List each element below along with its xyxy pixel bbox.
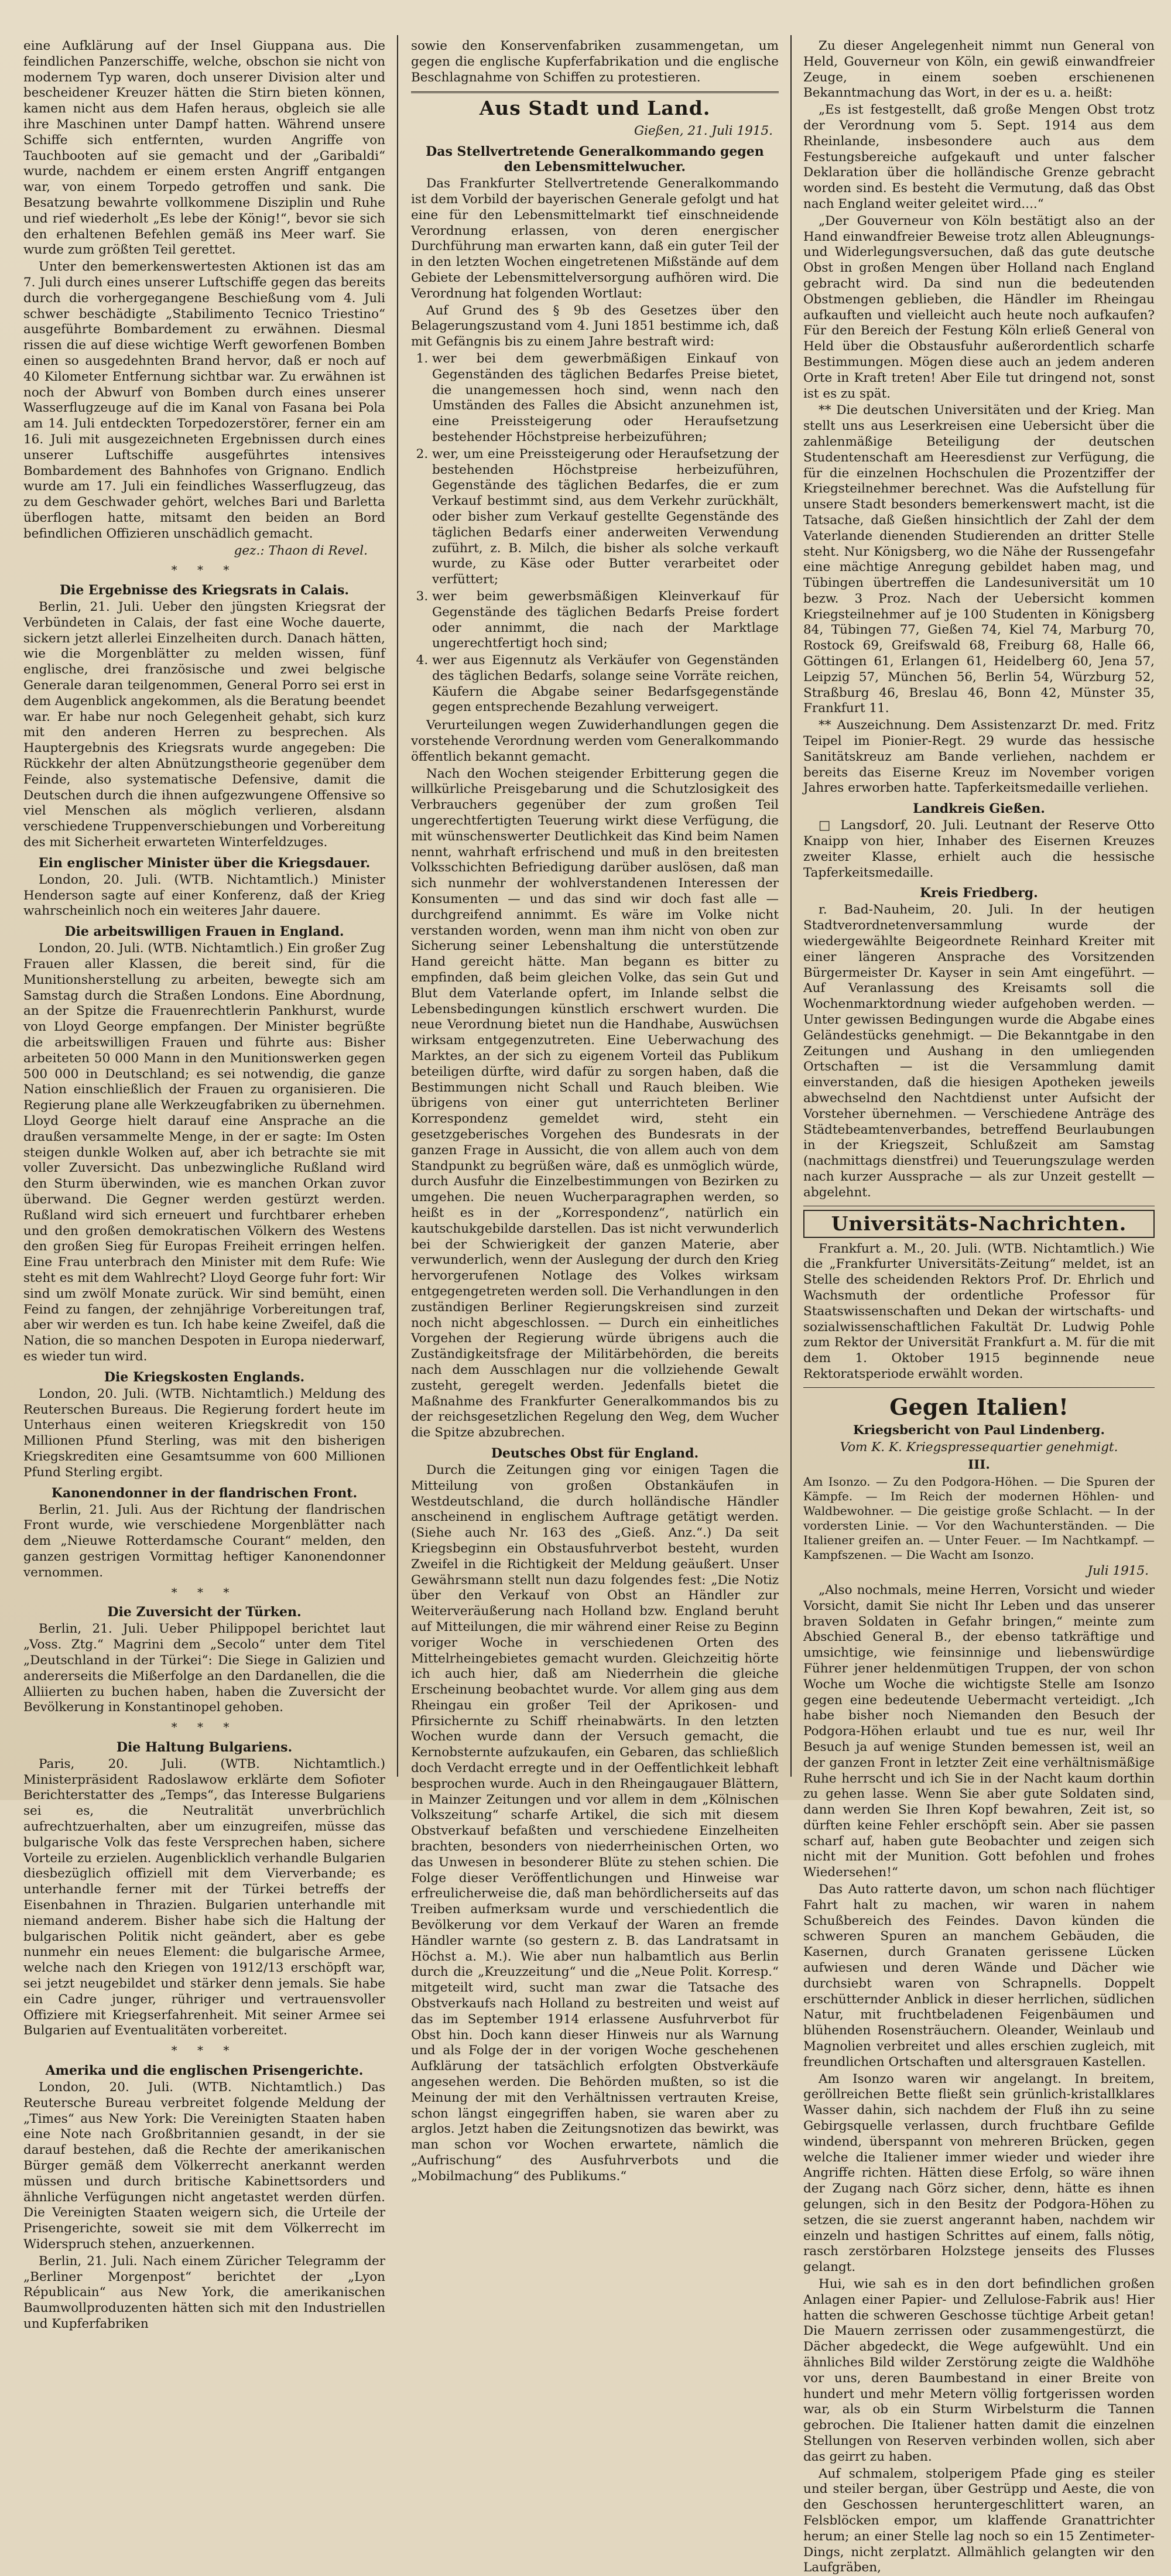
column-right <box>803 39 1155 2575</box>
article-paragraph: □ Langsdorf, 20. Juli. Leutnant der Reserve Otto Knaipp von hier, Inhaber des Eisernen Kreuzes zweiter Klasse, erhielt auch die hessische Tapferkeitsmedaille. <box>803 818 1155 880</box>
column-rule <box>790 35 792 1777</box>
article-paragraph: London, 20. Juli. (WTB. Nichtamtlich.) Das Reutersche Bureau verbreitet folgende Meldung der „Times“ aus New York: Die Vereinigten Staaten haben eine Note nach Großbritannien gesandt, in der sie darauf bestehen, daß die Rechte der amerikanischen Bürger gemäß dem Völkerrecht anerkannt werden müssen und durch britische Kabinettsorders und ähnliche Verfügungen nicht angetastet werden dürfen. Die Vereinigten Staaten weigern sich, die Urteile der Prisengerichte, soweit sie mit dem Völkerrecht im Widerspruch stehen, anzuerkennen. <box>23 2080 385 2252</box>
headline-tuerken: Die Zuversicht der Türken. <box>107 1605 302 1620</box>
article-paragraph: ** Auszeichnung. Dem Assistenzarzt Dr. med. Fritz Teipel im Pionier-Regt. 29 wurde das hessische Sanitätskreuz am Bande verliehen, nachdem er bereits das Eiserne Kreuz im November vorigen Jahres erworben hatte. Tapferkeitsmedaille verliehen. <box>803 718 1155 796</box>
article-paragraph: Das Frankfurter Stellvertretende Generalkommando ist dem Vorbild der bayerischen Generale gefolgt und hat eine für den Lebensmittelmarkt tief einschneidende Verordnung erlassen, von deren energischer Durchführung man erwarten kann, daß ein guter Teil der in den letzten Wochen eingetretenen Mißstände auf dem Gebiete der Lebensmittelversorgung aufhören wird. Die Verordnung hat folgenden Wortlaut: <box>411 176 779 301</box>
section-title-universitaet: Universitäts-Nachrichten. <box>803 1210 1155 1238</box>
article-paragraph: „Also nochmals, meine Herren, Vorsicht und wieder Vorsicht, damit Sie nicht Ihr Leben und das unserer braven Soldaten in Gefahr bringen,“ meinte zum Abschied General B., der ebenso tatkräftige und umsichtige, wie feinsinnige und liebenswürdige Führer jener heldenmütigen Truppen, der von schon Woche um Woche die wichtigste Stelle am Isonzo gegen eine bedeutende Uebermacht verteidigt. „Ich habe bisher noch Niemanden den Besuch der Podgora-Höhen erlaubt und tue es nur, weil Ihr Besuch ja auf wenige Stunden bemessen ist, weil an der ganzen Front in letzter Zeit eine verhältnismäßige Ruhe herrscht und ich Sie in der Nacht kaum dorthin zu gehen lasse. Wenn Sie aber gute Soldaten sind, dann werden Sie Ihren Kopf bewahren, Zeit ist, so dürften keine Fehler erschöpft sein. Aber sie passen scharf auf, haben gute Beobachter und zeigen sich nicht mit der Munition. Gott befohlen und frohes Wiedersehen!“ <box>803 1582 1155 1880</box>
article-paragraph: Nach den Wochen steigender Erbitterung gegen die willkürliche Preisgebarung und die Schutzlosigkeit des Verbrauchers gegenüber der zum großen Teil ungerechtfertigten Teuerung wirkt diese Verfügung, die mit wünschenswerter Deutlichkeit das Kind beim Namen nennt, wahrhaft erfrischend und muß in den breitesten Volksschichten Befriedigung darüber auslösen, daß man sich nunmehr der wohlverstandenen Interessen der Konsumenten — und das sind wir doch fast alle — durchgreifend annimmt. Es wäre im Volke nicht verstanden worden, wenn man ihm nicht von oben zur Sicherung seiner Lebenshaltung die unterstützende Hand gereicht hätte. Man begann es bitter zu empfinden, daß beim gleichen Volke, das sein Gut und Blut dem Vaterlande opfert, im Inlande selbst die Lebensbedingungen künstlich erschwert wurden. Die neue Verordnung bietet nun die Handhabe, Auswüchsen wirksam entgegenzutreten. Eine Ueberwachung des Marktes, an der sich zu eigenem Vorteil das Publikum beteiligen dürfte, wird dafür zu sorgen haben, daß die Bestimmungen nicht Schall und Rauch bleiben. Wie übrigens von einer gut unterrichteten Berliner Korrespondenz gemeldet wird, steht ein gesetzgeberisches Vorgehen des Bundesrats in der ganzen Frage in Aussicht, die von allem auch von dem Standpunkt zu begrüßen wäre, daß es unmöglich würde, durch Ausfuhr die Einzelbestimmungen von Bezirken zu umgehen. Die neuen Wucherparagraphen werden, so heißt es in der „Korrespondenz“, natürlich ein kautschukgebilde darstellen. Das ist nicht verwunderlich bei der Schwierigkeit der ganzen Materie, aber verwunderlich, wenn der Auslegung der durch den Krieg hervorgerufenen Notlage des Volkes wirksam entgegengetreten werden soll. Die Verhandlungen in den zuständigen Berliner Regierungskreisen sind zurzeit noch nicht abgeschlossen. — Durch ein einheitliches Vorgehen der Regierung würde übrigens auch die Zuständigkeitsfrage der Militärbehörden, die bereits nach dem Ausschlagen nur die vollziehende Gewalt zusteht, geregelt werden. Jedenfalls bietet die Maßnahme des Frankfurter Generalkommandos bis zu der reichsgesetzlichen Regelung den Weg, dem Wucher die Spitze abzubrechen. <box>411 766 779 1441</box>
ordinance-list <box>411 351 779 716</box>
separator-stars: * * * <box>171 2043 238 2058</box>
column-rule <box>397 35 398 1777</box>
article-paragraph: London, 20. Juli. (WTB. Nichtamtlich.) Meldung des Reuterschen Bureaus. Die Regierung fordert heute im Unterhaus einen weiteren Kriegskredit von 150 Millionen Pfund Sterling, was mit den bisherigen Kriegskrediten eine Gesamtsumme von 600 Millionen Pfund Sterling ergibt. <box>23 1386 385 1480</box>
title-gegen-italien: Gegen Italien! <box>889 1393 1069 1420</box>
signature-line: gez.: Thaon di Revel. <box>234 543 368 558</box>
separator-stars: * * * <box>171 1585 238 1599</box>
article-paragraph: sowie den Konservenfabriken zusammengetan, um gegen die englische Kupferfabrikation und die englische Beschlagnahme von Schiffen zu protestieren. <box>411 39 779 85</box>
article-paragraph: Am Isonzo waren wir angelangt. In breitem, geröllreichen Bette fließt sein grünlich-kristallklares Wasser dahin, sich nachdem der Fluß ihn zu seine Gebirgsquelle verlassen, durch fruchtbare Gefilde windend, überspannt von mehreren Brücken, gegen welche die Italiener immer wieder und wieder ihre Angriffe richten. Hätten diese Erfolg, so wäre ihnen der Zugang nach Görz sicher, denn, hätte es ihnen gelungen, sich in den Besitz der Podgora-Höhen zu setzen, die sie zuerst angerannt haben, nachdem wir einzeln und hastigen Schrittes auf einem, falls nötig, rasch zerstörbaren Holzstege jenseits des Flusses gelangt. <box>803 2071 1155 2275</box>
article-paragraph: „Es ist festgestellt, daß große Mengen Obst trotz der Verordnung vom 5. Sept. 1914 aus dem Rheinlande, insbesondere auch aus dem Festungsbereiche aufgekauft und unter falscher Deklaration über die holländische Grenze gebracht worden sind. Es besteht die Vermutung, daß das Obst nach England weiter geleitet wird....“ <box>803 102 1155 211</box>
headline-kanonendonner: Kanonendonner in der flandrischen Front. <box>51 1485 358 1501</box>
article-paragraph: Das Auto ratterte davon, um schon nach flüchtiger Fahrt halt zu machen, wir waren in nahem Schußbereich des Feindes. Davon künden die schweren Spuren an manchem Gebäuden, die Kasernen, durch Granaten gerissene Lücken aufwiesen und deren Wände und Dächer wie durchsiebt waren von Schrapnells. Doppelt erschütternder Anblick in dieser herrlichen, südlichen Natur, mit fruchtbeladenen Feigenbäumen und blühenden Rosensträuchern. Oleander, Weinlaub und Magnolien verbreitet und alles erschien zugleich, mit freundlichen Ortschaften und altersgrauen Kastellen. <box>803 1882 1155 2069</box>
headline-landkreis-giessen: Landkreis Gießen. <box>913 801 1045 817</box>
column-middle <box>411 39 779 2184</box>
roman-numeral: III. <box>968 1458 990 1473</box>
article-paragraph: Berlin, 21. Juli. Ueber den jüngsten Kriegsrat der Verbündeten in Calais, der fast eine Woche dauerte, sickern jetzt allerlei Einzelheiten durch. Danach hätten, wie die Morgenblätter zu melden wissen, fünf englische, drei französische und zwei belgische Generale daran teilgenommen, General Porro sei erst in dem Augenblick angekommen, als die Beratung beendet war. Er habe nur noch Gelegenheit gehabt, sich kurz mit den anderen Herren zu besprechen. Als Hauptergebnis des Kriegsrats wurde angegeben: Die Rückkehr der alten Abnützungstheorie gegenüber dem Feinde, also systematische Defensive, damit die Deutschen durch die ihnen aufgezwungene Offensive so viel Menschen als möglich verlieren, alsdann verschiedene Truppenverschiebungen und Vorbereitung des mit Sicherheit erwarteten Winterfeldzuges. <box>23 600 385 850</box>
article-paragraph: London, 20. Juli. (WTB. Nichtamtlich.) Minister Henderson sagte auf einer Konferenz, daß der Krieg wahrscheinlich noch ein weiteres Jahr dauere. <box>23 872 385 919</box>
list-item: 1. wer bei dem gewerbmäßigen Einkauf von Gegenständen des täglichen Bedarfes Preise bietet, die unangemessen hoch sind, wenn nach den Umständen des Falles die Absicht anzunehmen ist, eine Preissteigerung oder Heraufsetzung bestehender Höchstpreise herbeizuführen; <box>432 351 779 446</box>
headline-kriegskosten: Die Kriegskosten Englands. <box>104 1369 305 1385</box>
article-paragraph: Berlin, 21. Juli. Aus der Richtung der flandrischen Front wurde, wie verschiedene Morgenblätter nach dem „Nieuwe Rotterdamsche Courant“ melden, den ganzen gestrigen Vormittag heftiger Kanonendonner vernommen. <box>23 1502 385 1580</box>
article-paragraph: Zu dieser Angelegenheit nimmt nun General von Held, Gouverneur von Köln, ein gewiß einwandfreier Zeuge, in einem soeben erschienenen Bekanntmachung das Wort, in der es u. a. heißt: <box>803 39 1155 101</box>
list-item: 3. wer beim gewerbsmäßigen Kleinverkauf für Gegenstände des täglichen Bedarfs Preise fordert oder annimmt, die nach der Marktlage ungerechtfertigt hoch sind; <box>432 589 779 652</box>
article-paragraph: Frankfurt a. M., 20. Juli. (WTB. Nichtamtlich.) Wie die „Frankfurter Universitäts-Zeitung“ meldet, ist an Stelle des scheidenden Rektors Prof. Dr. Ehrlich und Wachsmuth der ordentliche Professor für Staatswissenschaften und Dekan der wirtschafts- und sozialwissenschaftlichen Fakultät Dr. Ludwig Pohle zum Rektor der Universität Frankfurt a. M. für die mit dem 1. Oktober 1915 beginnende neue Rektoratsperiode erwählt worden. <box>803 1241 1155 1381</box>
headline-amerika: Amerika und die englischen Prisengerichte. <box>45 2063 364 2079</box>
article-paragraph: Durch die Zeitungen ging vor einigen Tagen die Mitteilung von großen Obstankäufen in Westdeutschland, die durch holländische Händler anscheinend in englischem Auftrage getätigt werden. (Siehe auch Nr. 163 des „Gieß. Anz.“.) Da seit Kriegsbeginn ein Obstausfuhrverbot besteht, wurden Zweifel in die Richtigkeit der Meldung geäußert. Unser Gewährsmann stellt nun dazu folgendes fest: „Die Notiz über den Verkauf von Obst an Händler zur Weiterveräußerung nach Holland bzw. England beruht auf Mitteilungen, die mir während einer Reise zu Beginn voriger Woche in verschiedenen Orten des Mittelrheingebietes gemacht wurden. Gleichzeitig hörte ich auch hier, daß am Niederrhein die gleiche Erscheinung beobachtet wurde. Vor allem ging aus dem Rheingau ein großer Teil der Aprikosen- und Pfirsichernte zu Schiff rheinabwärts. In den letzten Wochen wurde dann der Versuch gemacht, die Kernobsternte aufzukaufen, ein Gebaren, das schließlich doch Verdacht erregte und in der Oeffentlichkeit lebhaft besprochen wurde. Auch in den Rheingaugauer Blättern, in Mainzer Zeitungen und vor allem in dem „Kölnischen Volkszeitung“ scharfe Artikel, die sich mit diesem Obstverkauf befaßten und verschiedene Einzelheiten brachten, besonders von niederrheinischen Orten, wo das Unwesen in besonderer Blüte zu stehen schien. Die Folge dieser Veröffentlichungen und Hinweise war erfreulicherweise die, daß man behördlicherseits auf das Treiben aufmerksam wurde und verschiedentlich die Bevölkerung vor dem Verkauf der Waren an fremde Händler warnte (so gestern z. B. das Landratsamt in Höchst a. M.). Wie aber nun halbamtlich aus Berlin durch die „Kreuzzeitung“ und die „Neue Polit. Korresp.“ mitgeteilt wird, sucht man zwar die Tatsache des Obstverkaufs nach Holland zu bestreiten und weist auf das im September 1914 erlassene Ausfuhrverbot für Obst hin. Doch kann dieser Hinweis nur als Warnung und als Folge der in der vorigen Woche geschehenen Aufklärung der tatsächlich erfolgten Obstverkäufe angesehen werden. Die Behörden mußten, so ist die Meinung der mit den Verhältnissen vertrauten Kreise, schon längst eingegriffen haben, sie waren aber zu arglos. Jetzt haben die Zeitungsnotizen das bewirkt, was man schon vor Wochen erwartete, nämlich die „Aufrischung“ des Ausfuhrverbots und die „Mobilmachung“ des Publikums.“ <box>411 1462 779 2184</box>
article-paragraph: Auf Grund des § 9b des Gesetzes über den Belagerungszustand vom 4. Juni 1851 bestimme ich, daß mit Gefängnis bis zu einem Jahre bestraft wird: <box>411 303 779 350</box>
separator-stars: * * * <box>171 563 238 577</box>
subtitle-kriegspressequartier: Vom K. K. Kriegspressequartier genehmigt. <box>840 1439 1118 1455</box>
list-item: 2. wer, um eine Preissteigerung oder Heraufsetzung der bestehenden Höchstpreise herbeizuführen, Gegenstände des täglichen Bedarfes, die er zum Verkauf bestimmt sind, aus dem Verkehr zurückhält, oder bisher zum Verkauf gestellte Gegenstände des täglichen Bedarfs einer anderweiten Verwendung zuführt, z. B. Milch, die bisher als solche verkauft wurde, zu Käse oder Butter verarbeitet oder verfüttert; <box>432 447 779 588</box>
article-paragraph: „Der Gouverneur von Köln bestätigt also an der Hand einwandfreier Beweise trotz allen Ableugnungs- und Widerlegungsversuchen, daß das gute deutsche Obst in großen Mengen über Holland nach England gebracht wird. Da sind nun die bedeutenden Obstmengen geblieben, die Händler im Rheingau aufkauften und vielleicht auch heute noch aufkaufen? Für den Bereich der Festung Köln erließ General von Held über die Obstausfuhr außerordentlich scharfe Bestimmungen. Mögen diese auch an jedem anderen Orte in Kraft treten! Aber Eile tut dringend not, sonst ist es zu spät. <box>803 213 1155 401</box>
section-divider <box>803 1387 1155 1388</box>
article-paragraph: Hui, wie sah es in den dort befindlichen großen Anlagen einer Papier- und Zellulose-Fabrik aus! Hier hatten die schweren Geschosse tüchtige Arbeit getan! Die Mauern zerrissen oder zusammengestürzt, die Dächer abgedeckt, die Wege aufgewühlt. Und ein ähnliches Bild wilder Zerstörung zeigte die Waldhöhe vor uns, deren Baumbestand in einer Breite von hundert und mehr Metern völlig fortgerissen worden war, als ob ein Sturm Wirbelsturm die Tannen gebrochen. Die Italiener hatten damit die einzelnen Stellungen von Reserven verbinden wollen, sich aber das geirrt zu haben. <box>803 2277 1155 2464</box>
article-paragraph: Berlin, 21. Juli. Ueber Philippopel berichtet laut „Voss. Ztg.“ Magrini dem „Secolo“ unter dem Titel „Deutschland in der Türkei“: Die Siege in Galizien und andererseits die Mißerfolge an den Dardanellen, die die Alliierten zu buchen haben, haben die Zuversicht der Bevölkerung in Konstantinopel gehoben. <box>23 1621 385 1715</box>
separator-stars: * * * <box>171 1720 238 1735</box>
column-left <box>23 39 385 2331</box>
article-paragraph: Unter den bemerkenswertesten Aktionen ist das am 7. Juli durch eines unserer Luftschiffe gegen das bereits durch die vorhergegangene Beschießung vom 4. Juli schwer beschädigte „Stabilimento Tecnico Triestino“ ausgeführte Bombardement zu erwähnen. Diesmal rissen die auf diese wichtige Werft geworfenen Bomben einen so ausgedehnten Brand hervor, daß er noch auf 40 Kilometer Entfernung sichtbar war. Zu erwähnen ist noch der Abwurf von Bomben durch eines unserer Wasserflugzeuge auf die im Kanal von Fasana bei Pola am 14. Juli entdeckten Torpedozerstörer, ferner ein am 16. Juli mit ausgezeichneten Ergebnissen durch eines unserer Luftschiffe ausgeführtes intensives Bombardement des Bahnhofes von Grignano. Endlich wurde am 17. Juli ein feindliches Wasserflugzeug, das zu dem Geschwader gehört, welches Bari und Barletta überflogen hatte, mitsamt den beiden an Bord befindlichen Offizieren unschädlich gemacht. <box>23 259 385 541</box>
section-divider <box>411 91 779 93</box>
headline-bulgarien: Die Haltung Bulgariens. <box>116 1739 293 1755</box>
article-paragraph: Verurteilungen wegen Zuwiderhandlungen gegen die vorstehende Verordnung werden vom Generalkommando öffentlich bekannt gemacht. <box>411 718 779 764</box>
article-paragraph: ** Die deutschen Universitäten und der Krieg. Man stellt uns aus Leserkreisen eine Uebersicht über die zahlenmäßige Beteiligung der deutschen Studentenschaft am Heeresdienst zur Verfügung, die für die einzelnen Hochschulen die Prozentziffer der Kriegsteilnehmer berechnet. Was die Aufstellung für unsere Stadt besonders bemerkenswert macht, ist die Tatsache, daß Gießen hinsichtlich der Zahl der dem Vaterlande dienenden Studierenden an dritter Stelle steht. Nur Königsberg, wo die Nähe der Russengefahr eine mächtige Anregung gebildet haben mag, und Tübingen übertreffen die Landesuniversität um 10 bezw. 3 Proz. Nach der Uebersicht kommen Kriegsteilnehmer auf je 100 Studenten in Königsberg 84, Tübingen 77, Gießen 74, Kiel 74, Marburg 70, Rostock 69, Greifswald 68, Freiburg 68, Halle 66, Göttingen 61, Erlangen 61, Heidelberg 60, Jena 57, Leipzig 57, München 56, Berlin 54, Würzburg 52, Straßburg 46, Breslau 46, Bonn 42, Münster 35, Frankfurt 11. <box>803 403 1155 716</box>
dateline: Juli 1915. <box>1087 1564 1149 1579</box>
article-summary: Am Isonzo. — Zu den Podgora-Höhen. — Die Spuren der Kämpfe. — Im Reich der modernen Höhlen- und Waldbewohner. — Die geistige große Schlacht. — In der vordersten Linie. — Vor den Wachunterständen. — Die Italiener greifen an. — Unter Feuer. — Im Nachtkampf. — Kampfszenen. — Die Wacht am Isonzo. <box>803 1475 1155 1562</box>
subtitle-kriegsbericht: Kriegsbericht von Paul Lindenberg. <box>853 1422 1105 1438</box>
dateline: Gießen, 21. Juli 1915. <box>634 124 773 139</box>
headline-minister: Ein englischer Minister über die Kriegsdauer. <box>38 855 371 871</box>
article-paragraph: r. Bad-Nauheim, 20. Juli. In der heutigen Stadtverordnetenversammlung wurde der wiedergewählte Beigeordnete Reinhard Kreiter mit einer längeren Ansprache des Vorsitzenden Bürgermeister Dr. Kayser in sein Amt eingeführt. — Auf Veranlassung des Kreisamts soll die Wochenmarktordnung wieder aufgehoben werden. — Unter gewissen Bedingungen wurde die Abgabe eines Geländestücks genehmigt. — Die Bekanntgabe in den Zeitungen und Aushang in den umliegenden Ortschaften — ist die Versammlung damit einverstanden, daß die hiesigen Apotheken jeweils abwechselnd den Nachtdienst unter Aufsicht der Vorsteher übernehmen. — Verschiedene Anträge des Städtebeamtenverbandes, betreffend Beurlaubungen in der Kriegszeit, Schlußzeit am Samstag (nachmittags dienstfrei) und Teuerungszulage werden nach kurzer Aussprache — als zur Unzeit gestellt — abgelehnt. <box>803 902 1155 1200</box>
headline-deutsches-obst: Deutsches Obst für England. <box>491 1445 699 1461</box>
article-paragraph: Paris, 20. Juli. (WTB. Nichtamtlich.) Ministerpräsident Radoslawow erklärte dem Sofioter Berichterstatter des „Temps“, das Interesse Bulgariens sei es, die Neutralität unverbrüchlich aufrechtzuerhalten, aber um einzugreifen, müsse das bulgarische Volk das feste Versprechen haben, sichere Vorteile zu erzielen. Augenblicklich verhandle Bulgarien diesbezüglich offiziell mit dem Vierverbande; es unterhandle ferner mit der Türkei betreffs der Eisenbahnen in Thrazien. Bulgarien unterhandle mit niemand anderem. Bisher habe sich die Haltung der bulgarischen Politik nicht geändert, aber es gebe nunmehr ein neues Element: die bulgarische Armee, welche nach den Kriegen von 1912/13 erschöpft war, sei jetzt neugebildet und stärker denn jemals. Sie habe ein Cadre junger, rühriger und vertrauensvoller Offiziere mit Kriegserfahrenheit. Mit seiner Armee sei Bulgarien auf Eventualitäten vorbereitet. <box>23 1756 385 2038</box>
article-paragraph: London, 20. Juli. (WTB. Nichtamtlich.) Ein großer Zug Frauen aller Klassen, die bereit sind, für die Munitionsherstellung zu arbeiten, bewegte sich am Samstag durch die Straßen Londons. Eine Abordnung, an der Spitze die Frauenrechtlerin Pankhurst, wurde von Lloyd George empfangen. Der Minister begrüßte die arbeitswilligen Frauen und führte aus: Bisher arbeiteten 50 000 Mann in den Munitionswerken gegen 500 000 in Deutschland; es sei notwendig, die ganze Nation einschließlich der Frauen zu organisieren. Die Regierung plane alle Werkzeugfabriken zu übernehmen. Lloyd George hielt darauf eine Ansprache an die draußen versammelte Menge, in der er sagte: Im Osten steigen dunkle Wolken auf, aber ich betrachte sie mit voller Zuversicht. Das unbezwingliche Rußland wird den Sturm überwinden, wie es manchen Orkan zuvor überwand. Die Gegner werden gestürzt werden. Rußland wird sich erneuert und furchtbarer erheben und den großen demokratischen Völkern des Westens den großen Sieg für Europas Freiheit erringen helfen. Eine Frau unterbrach den Minister mit dem Rufe: Wie steht es mit dem Wahlrecht? Lloyd George fuhr fort: Wir sind um zwölf Monate zurück. Wir sind bemüht, einen Feind zu fangen, der zehnjährige Vorbereitungen traf, aber wir werden es tun. Ich habe keine Zweifel, daß die Nation, die so manchen Despoten in Europa niederwarf, es wieder tun wird. <box>23 941 385 1364</box>
headline-frauen: Die arbeitswilligen Frauen in England. <box>64 924 344 940</box>
article-paragraph: eine Aufklärung auf der Insel Giuppana aus. Die feindlichen Panzerschiffe, welche, obschon sie nicht von modernem Typ waren, doch unserer Division alter und bescheidener Kreuzer hätten die Stirn bieten können, kamen nicht aus dem Hafen heraus, obgleich sie alle ihre Maschinen unter Dampf hatten. Während unsere Schiffe sich entfernten, wurden Angriffe von Tauchbooten auf sie gemacht und der „Garibaldi“ wurde, nachdem er einem ersten Angriff entgangen war, von einem Torpedo getroffen und sank. Die Besatzung bewahrte vollkommene Disziplin und Ruhe und rief wiederholt „Es lebe der König!“, bevor sie sich den erhaltenen Befehlen gemäß ins Meer warf. Sie wurde zum größten Teil gerettet. <box>23 39 385 258</box>
headline-calais: Die Ergebnisse des Kriegsrats in Calais. <box>59 583 350 598</box>
headline-stellvertretende: Das Stellvertretende Generalkommando gegen den Lebensmittelwucher. <box>426 144 764 175</box>
article-paragraph: Auf schmalem, stolperigem Pfade ging es steiler und steiler bergan, über Gestrüpp und Aeste, die von den Geschossen heruntergeschlittert waren, an Felsblöcken empor, um klaffende Granattrichter herum; an einer Stelle lag noch so ein 15 Zentimeter-Dings, nicht zerplatzt. Allmählich gelangten wir den Laufgräben, <box>803 2466 1155 2575</box>
headline-kreis-friedberg: Kreis Friedberg. <box>920 885 1038 901</box>
article-paragraph: Berlin, 21. Juli. Nach einem Züricher Telegramm der „Berliner Morgenpost“ berichtet der „Lyon Républicain“ aus New York, die amerikanischen Baumwollproduzenten hätten sich mit den Industriellen und Kupferfabriken <box>23 2253 385 2331</box>
section-title-stadt-land: Aus Stadt und Land. <box>479 97 711 120</box>
list-item: 4. wer aus Eigennutz als Verkäufer von Gegenständen des täglichen Bedarfs, solange seine Vorräte reichen, Käufern die Abgabe seiner Bedarfsgegenstände gegen entsprechende Bezahlung verweigert. <box>432 653 779 716</box>
